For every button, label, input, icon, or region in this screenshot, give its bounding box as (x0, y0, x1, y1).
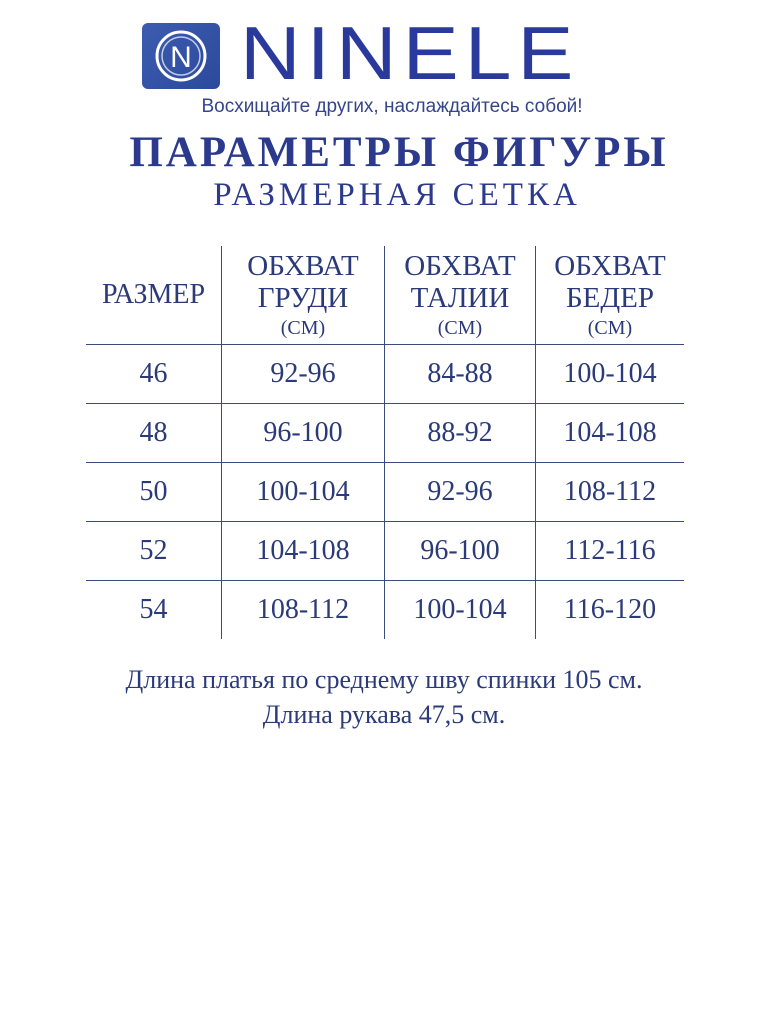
cell-hips: 104-108 (536, 404, 685, 463)
table-row (86, 404, 684, 463)
brand-emblem-icon (142, 23, 220, 89)
cell-hips: 108-112 (536, 463, 685, 522)
cell-hips: 112-116 (536, 522, 685, 581)
page-subtitle: РАЗМЕРНАЯ СЕТКА (213, 177, 581, 213)
table-row (86, 345, 684, 404)
cell-size: 50 (86, 463, 222, 522)
header-hips (536, 246, 685, 345)
cell-size: 54 (86, 581, 222, 640)
table-row (86, 522, 684, 581)
header-size-label: РАЗМЕР (101, 278, 206, 310)
cell-hips: 116-120 (536, 581, 685, 640)
brand-tagline: Восхищайте других, наслаждайтесь собой! (201, 96, 583, 117)
cell-chest: 108-112 (222, 581, 385, 640)
cell-size: 48 (86, 404, 222, 463)
cell-waist: 100-104 (385, 581, 536, 640)
cell-hips: 100-104 (536, 345, 685, 404)
svg-text:N: N (170, 41, 192, 74)
cell-chest: 104-108 (222, 522, 385, 581)
cell-chest: 100-104 (222, 463, 385, 522)
header-waist (385, 246, 536, 345)
header-hips-unit: (СМ) (587, 316, 633, 339)
cell-chest: 96-100 (222, 404, 385, 463)
table-header-row (86, 246, 684, 345)
brand-name: NINELE (240, 10, 580, 96)
cell-size: 46 (86, 345, 222, 404)
cell-waist: 92-96 (385, 463, 536, 522)
note-sleeve-length: Длина рукава 47,5 см. (262, 700, 506, 729)
cell-size: 52 (86, 522, 222, 581)
cell-waist: 96-100 (385, 522, 536, 581)
note-dress-length: Длина платья по среднему шву спинки 105 см. (125, 665, 643, 694)
header-chest-line2: ГРУДИ (257, 282, 349, 314)
header-size (86, 246, 222, 345)
header-waist-unit: (СМ) (437, 316, 483, 339)
header-hips-line1: ОБХВАТ (554, 250, 666, 283)
header-hips-line2: БЕДЕР (566, 282, 654, 314)
header-waist-line1: ОБХВАТ (404, 250, 516, 283)
cell-waist: 88-92 (385, 404, 536, 463)
cell-waist: 84-88 (385, 345, 536, 404)
header-chest (222, 246, 385, 345)
header-chest-line1: ОБХВАТ (247, 250, 359, 283)
header-chest-unit: (СМ) (280, 316, 326, 339)
brand-logo (142, 10, 642, 120)
page-title: ПАРАМЕТРЫ ФИГУРЫ (129, 129, 669, 176)
cell-chest: 92-96 (222, 345, 385, 404)
notes-block (0, 662, 768, 732)
table-row (86, 463, 684, 522)
size-chart-table (86, 246, 684, 639)
header-waist-line2: ТАЛИИ (410, 282, 510, 314)
table-row (86, 581, 684, 640)
